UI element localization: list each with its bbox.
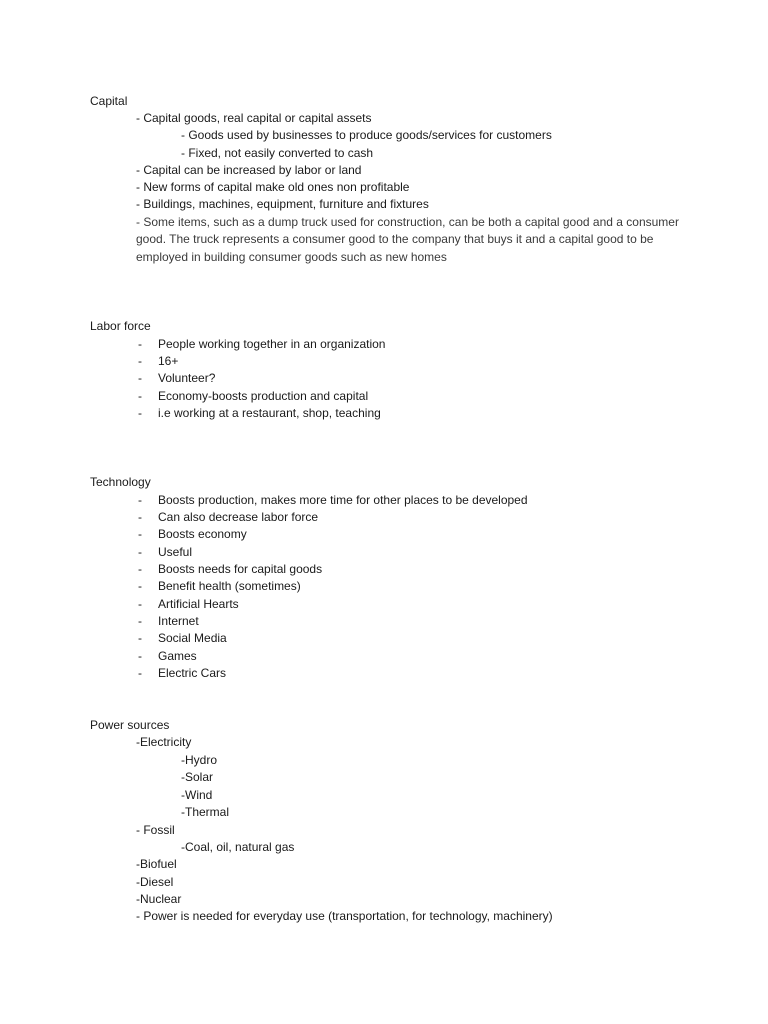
power-subline: -Coal, oil, natural gas <box>181 840 295 854</box>
bullet-dash: - <box>138 406 142 420</box>
labor-item: Economy-boosts production and capital <box>158 389 369 403</box>
capital-paragraph: - Some items, such as a dump truck used for construction, can be both a capital good and a consumer good. The truck represents a consumer good to the company that buys it and a capital good to be employed in building consumer goods such as new homes <box>136 215 679 264</box>
bullet-dash: - <box>138 545 142 559</box>
capital-subline: - Goods used by businesses to produce goods/services for customers <box>181 128 552 142</box>
power-line: - Power is needed for everyday use (transportation, for technology, machinery) <box>136 909 553 923</box>
bullet-dash: - <box>138 597 142 611</box>
technology-item: Internet <box>158 614 199 628</box>
bullet-dash: - <box>138 510 142 524</box>
capital-heading: Capital <box>90 94 128 108</box>
power-subline: -Hydro <box>181 753 218 767</box>
technology-item: Boosts production, makes more time for other places to be developed <box>158 493 528 507</box>
power-subline: -Wind <box>181 788 213 802</box>
capital-subline: - Fixed, not easily converted to cash <box>181 146 374 160</box>
power-line: -Electricity <box>136 735 192 749</box>
technology-item: Can also decrease labor force <box>158 510 319 524</box>
power-line: -Diesel <box>136 875 174 889</box>
labor-item: i.e working at a restaurant, shop, teaching <box>158 406 381 420</box>
bullet-dash: - <box>138 389 142 403</box>
technology-item: Useful <box>158 545 193 559</box>
capital-line: - Buildings, machines, equipment, furniture and fixtures <box>136 197 429 211</box>
bullet-dash: - <box>138 354 142 368</box>
power-subline: -Thermal <box>181 805 230 819</box>
technology-heading: Technology <box>90 475 151 489</box>
bullet-dash: - <box>138 371 142 385</box>
technology-item: Social Media <box>158 631 227 645</box>
technology-item: Boosts needs for capital goods <box>158 562 323 576</box>
technology-item: Benefit health (sometimes) <box>158 579 301 593</box>
labor-item: 16+ <box>158 354 179 368</box>
labor-item: Volunteer? <box>158 371 216 385</box>
technology-item: Games <box>158 649 197 663</box>
capital-line: - Capital can be increased by labor or land <box>136 163 362 177</box>
bullet-dash: - <box>138 649 142 663</box>
bullet-dash: - <box>138 614 142 628</box>
power-line: -Nuclear <box>136 892 182 906</box>
capital-line: - New forms of capital make old ones non profitable <box>136 180 410 194</box>
power-subline: -Solar <box>181 770 214 784</box>
power-heading: Power sources <box>90 718 170 732</box>
bullet-dash: - <box>138 579 142 593</box>
power-line: -Biofuel <box>136 857 177 871</box>
bullet-dash: - <box>138 337 142 351</box>
bullet-dash: - <box>138 493 142 507</box>
labor-heading: Labor force <box>90 319 151 333</box>
bullet-dash: - <box>138 527 142 541</box>
bullet-dash: - <box>138 562 142 576</box>
technology-item: Boosts economy <box>158 527 247 541</box>
technology-item: Artificial Hearts <box>158 597 239 611</box>
capital-line: - Capital goods, real capital or capital assets <box>136 111 372 125</box>
technology-item: Electric Cars <box>158 666 227 680</box>
bullet-dash: - <box>138 666 142 680</box>
power-line: - Fossil <box>136 823 175 837</box>
bullet-dash: - <box>138 631 142 645</box>
labor-item: People working together in an organization <box>158 337 386 351</box>
